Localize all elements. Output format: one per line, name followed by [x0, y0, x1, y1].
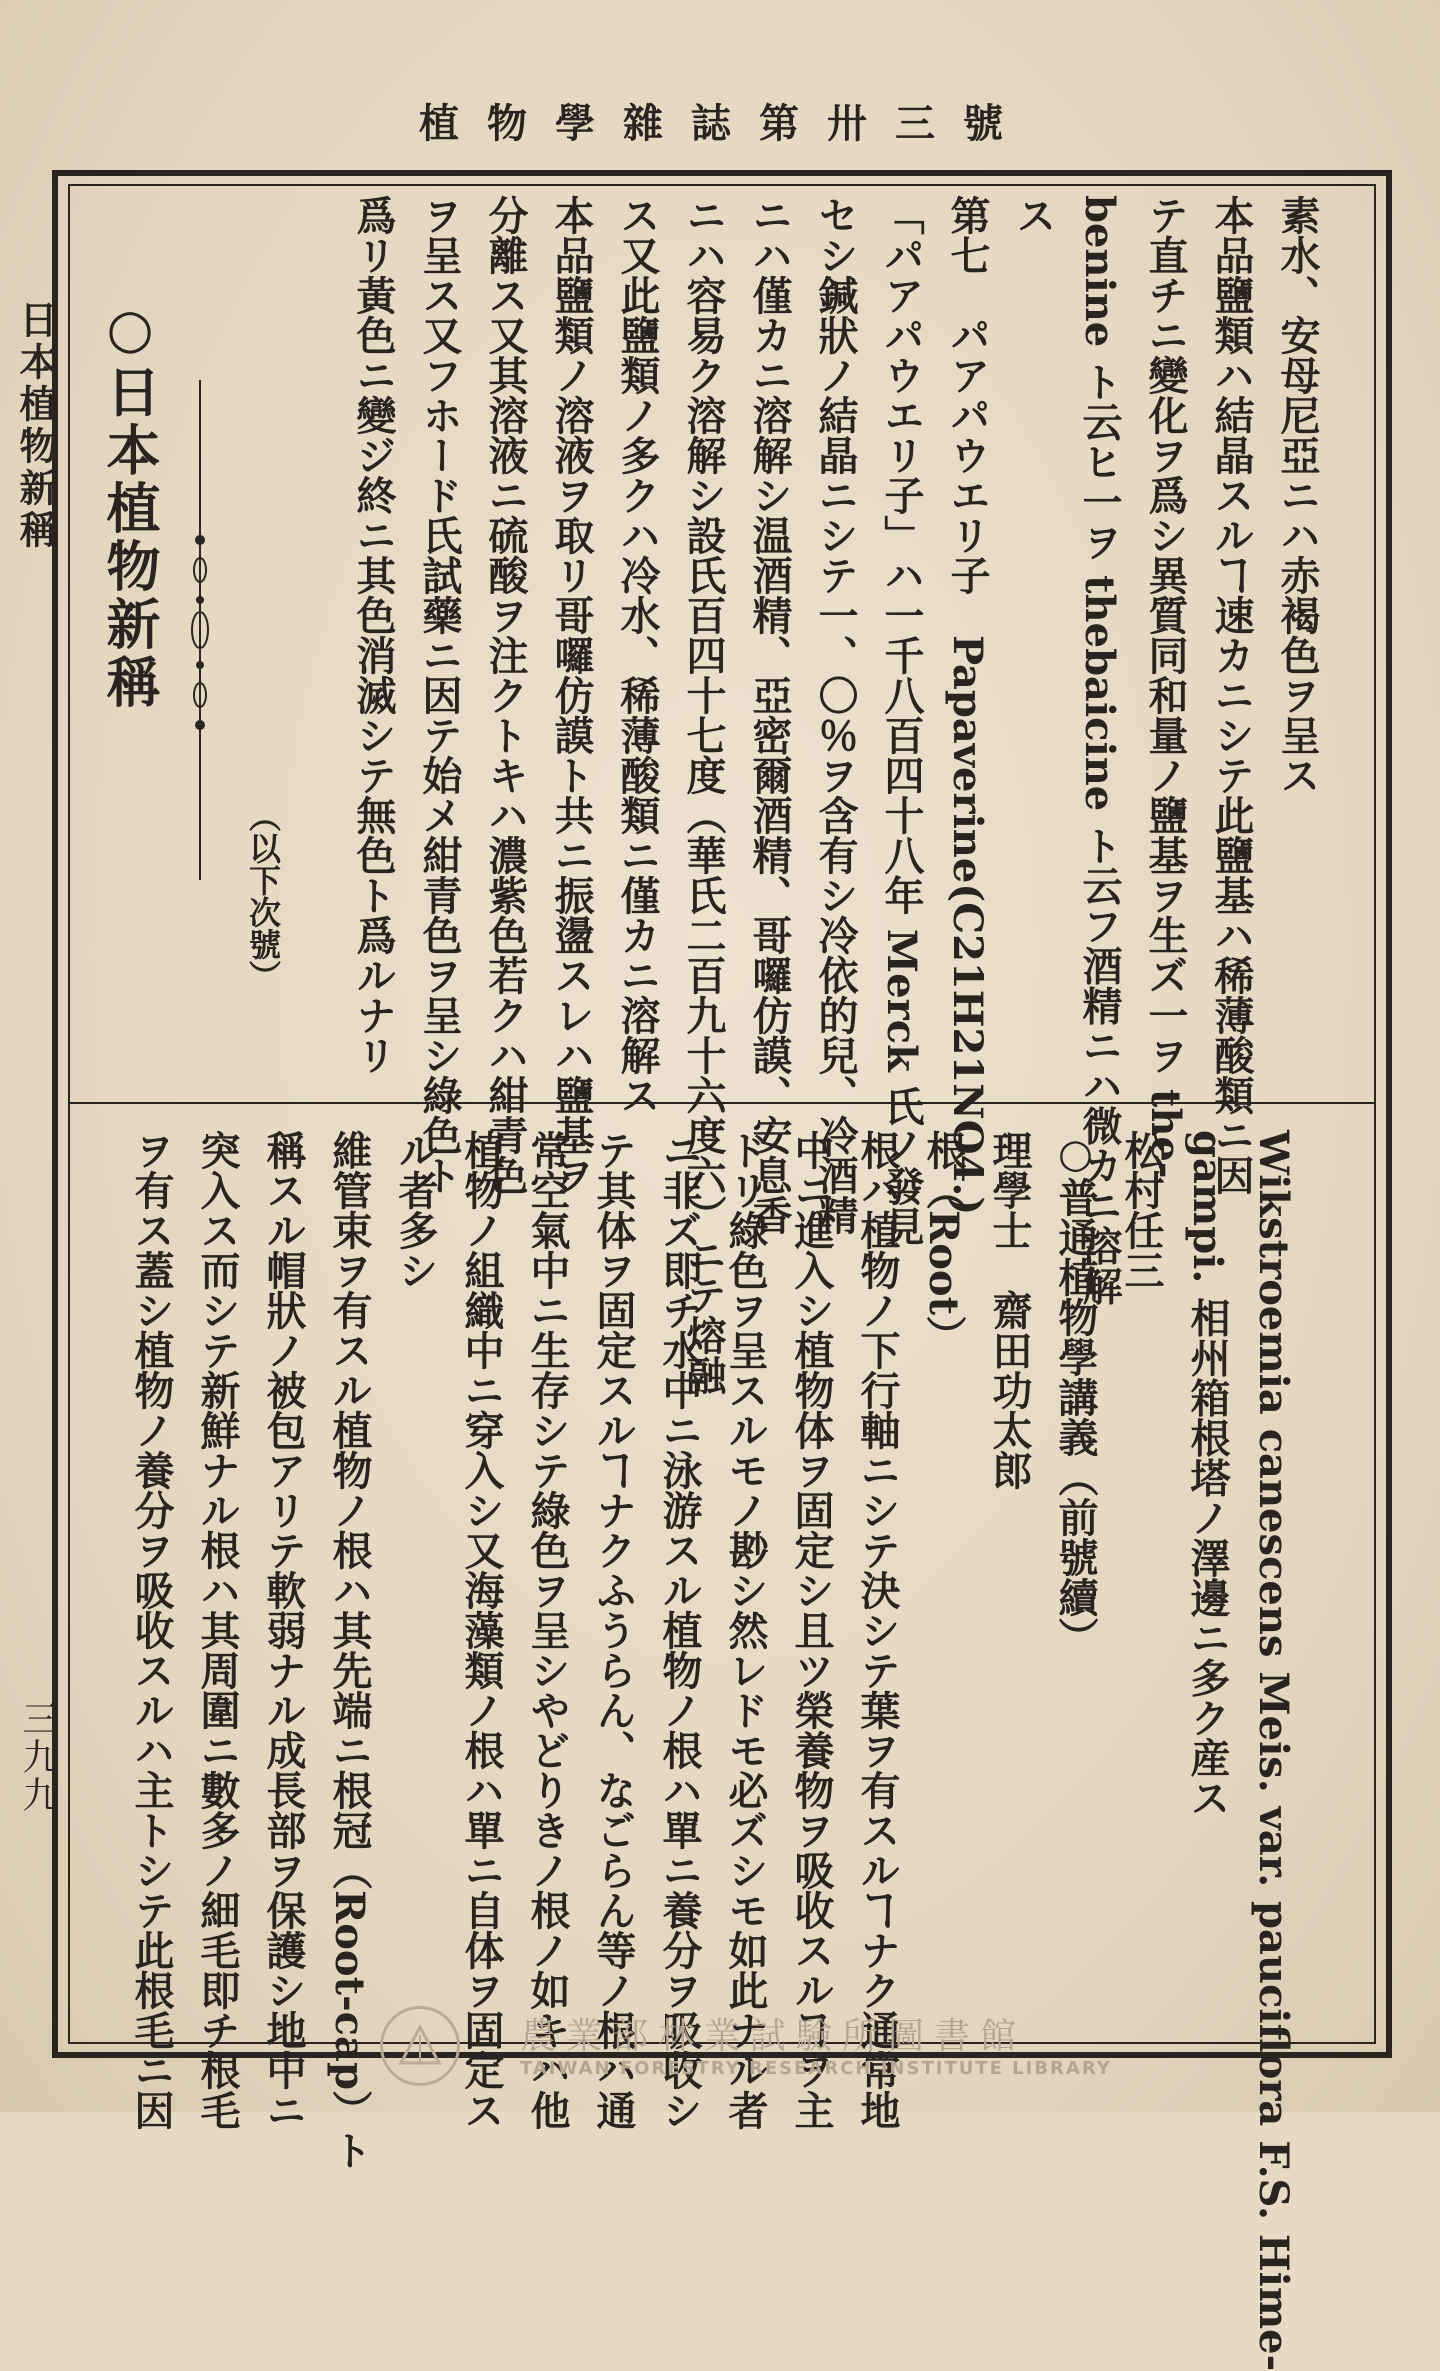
page-number: 三九九 [17, 1700, 58, 1814]
text-line: benine ト云ヒ一ヲ thebaicine ト云フ酒精ニハ微カニ溶解 [1076, 195, 1123, 1306]
library-seal-icon [380, 2006, 460, 2086]
text-line: ニハ容易ク溶解シ設氏百四十七度（華氏二百九十六度六）ニテ熔融 [680, 195, 727, 1395]
text-line: ヲ有ス蓋シ植物ノ養分ヲ吸收スルハ主トシテ此根毛ニ因 [128, 1130, 175, 2130]
to-be-continued: （以下次號） [244, 800, 282, 992]
text-line: 分離ス又其溶液ニ硫酸ヲ注クトキハ濃紫色若クハ紺青色 [482, 195, 529, 1195]
text-line: テ直チニ變化ヲ爲シ異質同和量ノ鹽基ヲ生ズ一ヲ the- [1142, 195, 1189, 1179]
text-line: 中ニ進入シ植物体ヲ固定シ且ツ榮養物ヲ吸收スルヿヲ主 [788, 1130, 835, 2130]
margin-section-title: 日本植物新稱 [13, 300, 58, 552]
text-line: 本品鹽類ハ結晶スルヿ速カニシテ此鹽基ハ稀薄酸類ニ因 [1208, 195, 1255, 1195]
text-line: ドリ綠色ヲ呈スルモノ尠シ然レドモ必ズシモ如此ナル者 [722, 1130, 769, 2130]
article-author: 理學士 齋田功太郎 [986, 1130, 1033, 1490]
text-line: ニ非ズ即チ水中ニ泳游スル植物ノ根ハ單ニ養分ヲ吸收シ [656, 1130, 703, 2130]
text-line: 素水、安母尼亞ニハ赤褐色ヲ呈ス [1274, 195, 1321, 795]
running-header: 植物學雜誌第卅三號 [419, 100, 1031, 147]
species-author: 松村任三 [1118, 1130, 1165, 1290]
section-title-new-names: ○日本植物新稱 [98, 296, 162, 712]
text-line: ヲ呈ス又フホード氏試藥ニ因テ始メ紺青色ヲ呈シ綠色ト [416, 195, 463, 1195]
text-line: ス又此鹽類ノ多クハ冷水、稀薄酸類ニ僅カニ溶解ス [614, 195, 661, 1115]
text-line: 本品鹽類ノ溶液ヲ取リ哥囉仿謨ト共ニ振盪スレハ鹽基ヲ [548, 195, 595, 1195]
text-line: 常空氣中ニ生存シテ綠色ヲ呈シやどりきノ根ノ如キハ他 [524, 1130, 571, 2130]
library-name-zh: 農業部林業試驗所圖書館 [520, 2016, 1027, 2057]
species-line: Wikstroemia canescens Meis. var. pauciflora F.S. Hime- [1250, 1130, 1297, 2371]
ornament-divider [180, 380, 220, 880]
text-line: ル者多シ [392, 1130, 439, 1290]
text-line: 植物ノ組織中ニ穿入シ又海藻類ノ根ハ單ニ自体ヲ固定ス [458, 1130, 505, 2130]
article-title: ○普通植物學講義（前號續） [1052, 1130, 1099, 1657]
text-line-heading: 第七 パアパウエリ子 Papaverine(C21H21NO4.) [944, 195, 991, 1216]
subtitle: 根（Root） [920, 1130, 967, 1356]
text-line: 稱スル帽狀ノ被包アリテ軟弱ナル成長部ヲ保護シ地中ニ [260, 1130, 307, 2130]
text-line: 突入ス而シテ新鮮ナル根ハ其周圍ニ數多ノ細毛即チ根毛 [194, 1130, 241, 2130]
text-line: テ其体ヲ固定スルヿナクふうらん、なごらん等ノ根ハ通 [590, 1130, 637, 2130]
library-watermark [380, 2000, 1112, 2090]
text-line: セシ鍼狀ノ結晶ニシテ一、〇％ヲ含有シ冷依的兒、冷酒精 [812, 195, 859, 1235]
library-name-en: TAIWAN FORESTRY RESEARCH INSTITUTE LIBRARY [520, 2058, 1112, 2079]
text-line: ニハ僅カニ溶解シ温酒精、亞密爾酒精、哥囉仿謨、安息香 [746, 195, 793, 1235]
text-line: 根ハ植物ノ下行軸ニシテ決シテ葉ヲ有スルヿナク通常地 [854, 1130, 901, 2130]
text-line: 維管束ヲ有スル植物ノ根ハ其先端ニ根冠（Root-cap）ト [326, 1130, 373, 2170]
species-line: gampi. 相州箱根塔ノ澤邊ニ多ク産ス [1184, 1130, 1231, 1818]
text-line: 「パアパウエリ子」ハ一千八百四十八年 Merck 氏ノ發見 [878, 195, 925, 1246]
text-line: 爲リ黃色ニ變ジ終ニ其色消滅シテ無色ト爲ルナリ [350, 195, 397, 1075]
text-line: ス [1010, 195, 1057, 235]
